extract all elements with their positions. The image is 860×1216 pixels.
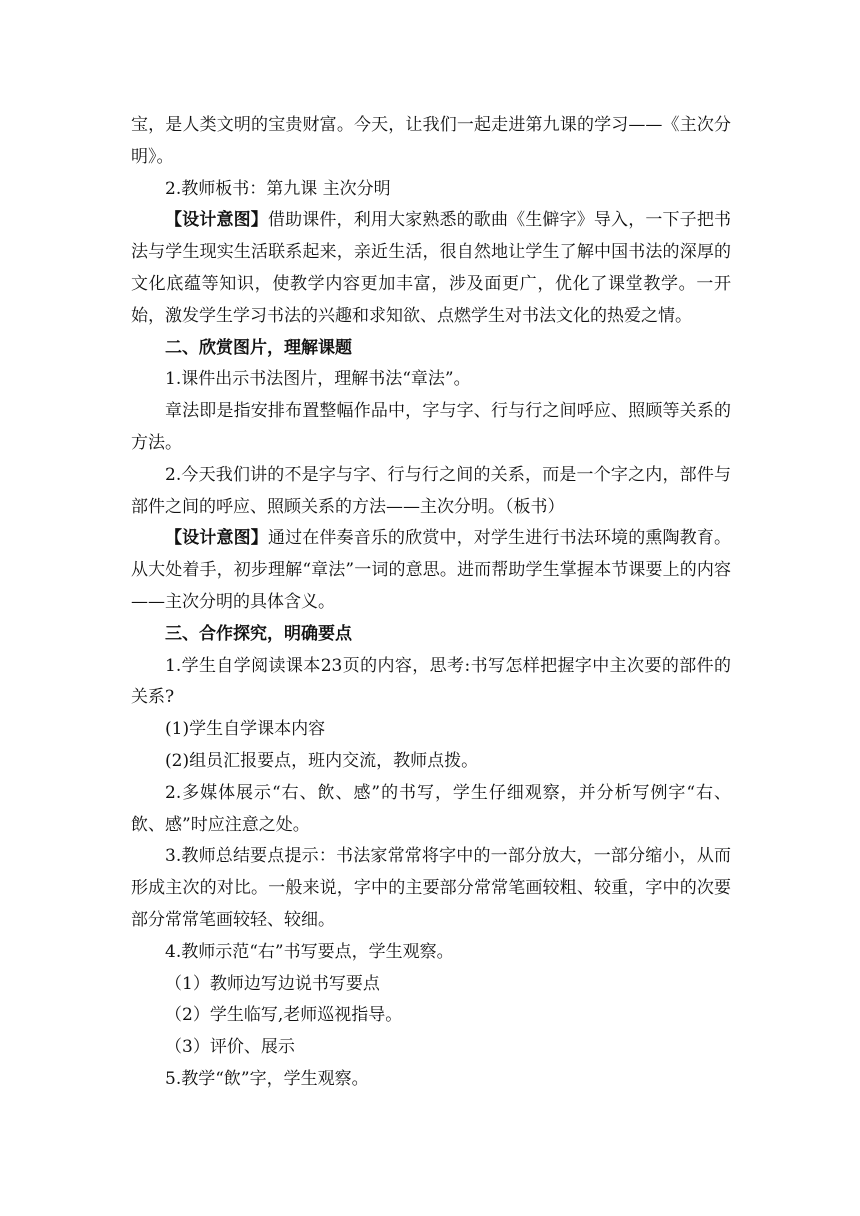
paragraph-blackboard-title: 2.教师板书：第九课 主次分明 [165,178,391,199]
list-item-self-study-1: (1)学生自学课本内容 [165,719,326,740]
list-item-demo-3: （3）评价、展示 [165,1037,295,1058]
design-intent-tag: 【设计意图】 [165,210,268,231]
paragraph-multimedia: 2.多媒体展示“右、飲、感”的书写，学生仔细观察，并分析写例字“右、飲、感”时应注意之处。 [131,782,731,835]
design-intent-paragraph-1 [131,205,731,332]
list-item-demo-1: （1）教师边写边说书写要点 [165,973,380,994]
design-intent-text: 通过在伴奏音乐的欣赏中，对学生进行书法环境的熏陶教育。从大处着手，初步理解“章法”一词的意思。进而帮助学生掌握本节课要上的内容——主次分明的具体含义。 [131,528,731,612]
document-page [131,110,731,1096]
paragraph-intro-continuation: 宝，是人类文明的宝贵财富。今天，让我们一起走进第九课的学习——《主次分明》。 [131,115,731,167]
paragraph-show-pictures: 1.课件出示书法图片，理解书法“章法”。 [165,369,471,390]
list-item-demo-2: （2）学生临写,老师巡视指导。 [165,1005,403,1026]
paragraph-zhangfa-definition: 章法即是指安排布置整幅作品中，字与字、行与行之间呼应、照顾等关系的方法。 [131,401,731,453]
paragraph-demo-you: 4.教师示范“右”书写要点，学生观察。 [165,941,454,962]
design-intent-text: 借助课件，利用大家熟悉的歌曲《生僻字》导入，一下子把书法与学生现实生活联系起来，亲近生活，很自然地让学生了解中国书法的深厚的文化底蕴等知识，使教学内容更加丰富，涉及面更广，优化了课堂教学。一开始，激发学生学习书法的兴趣和求知欲、点燃学生对书法文化的热爱之情。 [131,210,731,326]
paragraph-today-topic: 2.今天我们讲的不是字与字、行与行之间的关系，而是一个字之内，部件与部件之间的呼应、照顾关系的方法——主次分明。（板书） [131,464,731,517]
paragraph-self-study: 1.学生自学阅读课本23页的内容，思考:书写怎样把握字中主次要的部件的关系? [131,655,731,708]
design-intent-paragraph-2 [131,523,731,618]
design-intent-tag: 【设计意图】 [165,528,268,549]
paragraph-teacher-summary: 3.教师总结要点提示：书法家常常将字中的一部分放大，一部分缩小，从而形成主次的对比。一般来说，字中的主要部分常常笔画较粗、较重，字中的次要部分常常笔画较轻、较细。 [131,846,731,930]
paragraph-teach-yin: 5.教学“飲”字，学生观察。 [165,1068,369,1089]
section-heading-2: 二、欣赏图片，理解课题 [165,337,352,358]
list-item-self-study-2: (2)组员汇报要点，班内交流，教师点拨。 [165,750,479,771]
section-heading-3: 三、合作探究，明确要点 [165,623,352,644]
